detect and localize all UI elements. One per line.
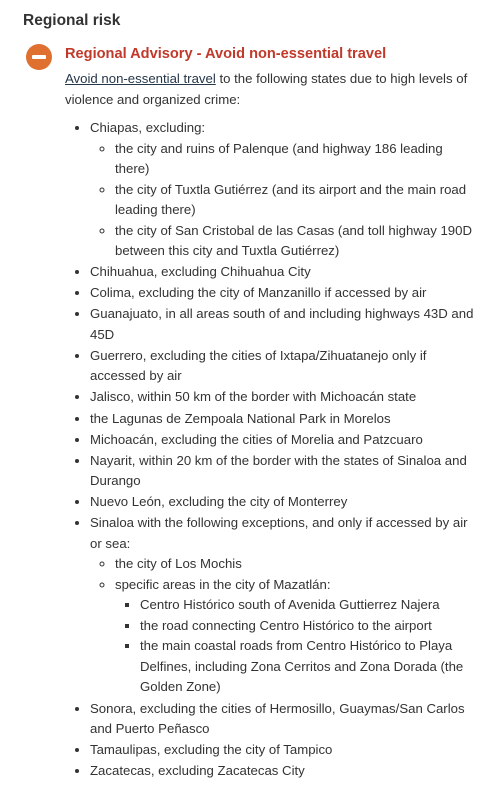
list-item-lagunas: • the Lagunas de Zempoala National Park in Morelos xyxy=(90,409,474,430)
chiapas-exclusions-list xyxy=(90,139,474,262)
list-item-colima: • Colima, excluding the city of Manzanillo if accessed by air xyxy=(90,283,474,304)
state-text: Chiapas, excluding: xyxy=(90,120,206,135)
advisory-intro-text: to the following states due to high levels of violence and organized crime: xyxy=(65,71,468,107)
state-text: Sinaloa with the following exceptions, and only if accessed by air or sea: xyxy=(90,515,468,551)
avoid-non-essential-travel-link[interactable]: Avoid non-essential travel xyxy=(65,71,216,86)
regional-advisory xyxy=(23,42,474,782)
list-item-guanajuato: • Guanajuato, in all areas south of and including highways 43D and 45D xyxy=(90,304,474,345)
advisory-title: Regional Advisory - Avoid non-essential travel xyxy=(65,46,387,62)
sinaloa-exceptions-list xyxy=(90,554,474,698)
list-item-chihuahua: • Chihuahua, excluding Chihuahua City xyxy=(90,262,474,283)
section-heading: Regional risk xyxy=(23,12,121,29)
minus-circle-icon xyxy=(26,44,52,70)
list-item-nayarit: • Nayarit, within 20 km of the border with the states of Sinaloa and Durango xyxy=(90,451,474,492)
list-item: ▪ the main coastal roads from Centro Histórico to Playa Delfines, including Zona Cerritos and Zona Dorada (the Golden Zone) xyxy=(140,636,474,698)
list-item-nuevo-leon: • Nuevo León, excluding the city of Monterrey xyxy=(90,492,474,513)
advisory-body xyxy=(65,42,474,782)
list-item: ▪ the road connecting Centro Histórico to the airport xyxy=(140,616,474,637)
mazatlan-areas-list xyxy=(115,595,474,698)
list-item: ◦ the city of San Cristobal de las Casas (and toll highway 190D between this city and Tuxtla Gutiérrez) xyxy=(115,221,474,262)
list-item-tamaulipas: • Tamaulipas, excluding the city of Tampico xyxy=(90,740,474,761)
list-item-michoacan: • Michoacán, excluding the cities of Morelia and Patzcuaro xyxy=(90,430,474,451)
list-item-chiapas xyxy=(90,118,474,262)
states-list xyxy=(65,118,474,782)
list-item: ◦ the city of Los Mochis xyxy=(115,554,474,575)
list-item-jalisco: • Jalisco, within 50 km of the border with Michoacán state xyxy=(90,387,474,408)
list-item-zacatecas: • Zacatecas, excluding Zacatecas City xyxy=(90,761,474,782)
list-item-sonora: • Sonora, excluding the cities of Hermosillo, Guaymas/San Carlos and Puerto Peñasco xyxy=(90,699,474,740)
list-item: ◦ the city and ruins of Palenque (and highway 186 leading there) xyxy=(115,139,474,180)
advisory-intro xyxy=(65,69,474,110)
list-item-mazatlan xyxy=(115,575,474,698)
mazatlan-text: specific areas in the city of Mazatlán: xyxy=(115,576,331,592)
list-item-sinaloa xyxy=(90,513,474,698)
list-item-guerrero: • Guerrero, excluding the cities of Ixtapa/Zihuatanejo only if accessed by air xyxy=(90,346,474,387)
list-item: ▪ Centro Histórico south of Avenida Guttierrez Najera xyxy=(140,595,474,616)
list-item: ◦ the city of Tuxtla Gutiérrez (and its airport and the main road leading there) xyxy=(115,180,474,221)
